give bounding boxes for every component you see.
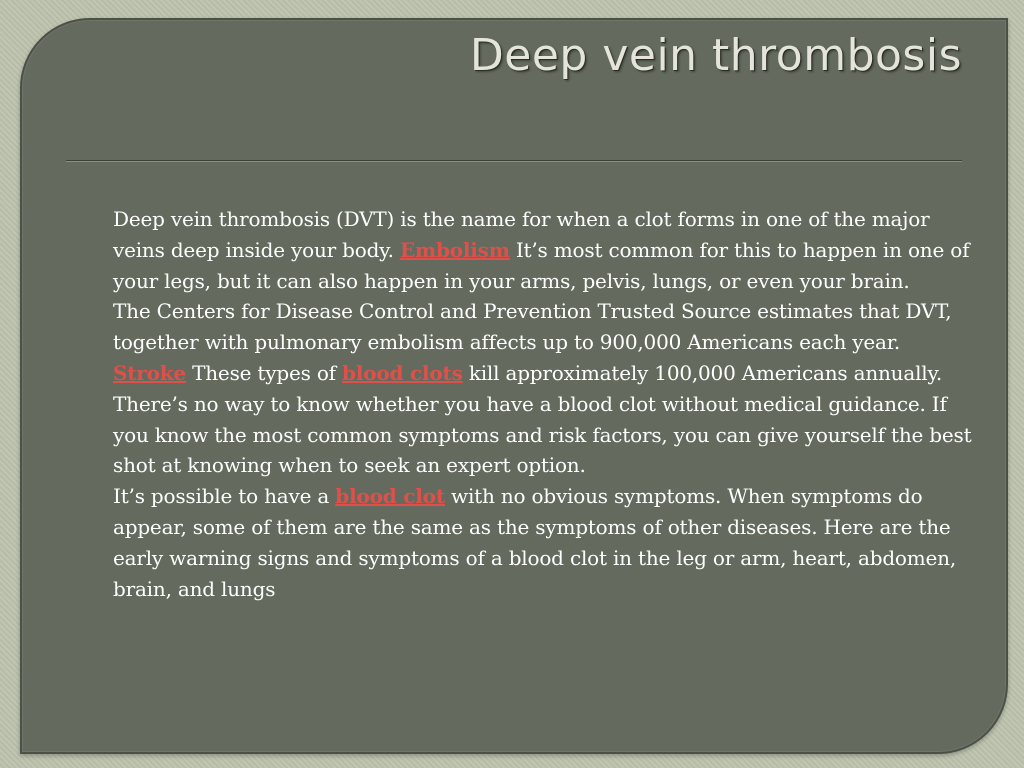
blood-clot-link[interactable]: blood clot [335, 484, 445, 509]
slide-title: Deep vein thrombosis [469, 30, 962, 81]
stroke-link[interactable]: Stroke [113, 360, 186, 385]
paragraph-text: There’s no way to know whether you have a blood clot without medical guidance. If you know the most common symptoms and risk factors, you can give yourself the best shot at knowing when to seek an expert option. [113, 391, 972, 478]
paragraph-text: It’s possible to have a [113, 484, 336, 509]
paragraph-symptoms [113, 481, 975, 604]
paragraph-text: The Centers for Disease Control and Prevention Trusted Source estimates that DVT, together with pulmonary embolism affects up to 900,000 Americans each year. [113, 299, 952, 355]
paragraph-text: These types of [185, 360, 343, 385]
blood-clots-link[interactable]: blood clots [342, 360, 463, 385]
slide-body [113, 204, 975, 604]
paragraph-dvt-definition [113, 204, 975, 296]
embolism-link[interactable]: Embolism [399, 237, 510, 262]
paragraph-text: Deep vein thrombosis (DVT) is the name for when a clot forms in one of the major veins deep inside your body. [113, 207, 930, 262]
paragraph-text: kill approximately 100,000 Americans annually. [462, 360, 943, 385]
title-divider [66, 160, 962, 162]
paragraph-medical-guidance [113, 389, 975, 481]
paragraph-text: It’s most common for this to happen in one of your legs, but it can also happen in your arms, pelvis, lungs, or even your brain. [113, 237, 970, 293]
paragraph-text: with no obvious symptoms. When symptoms do appear, some of them are the same as the symptoms of other diseases. Here are the early warning signs and symptoms of a blood clot in the leg or arm, heart, abdomen, brain, and lungs [113, 484, 956, 601]
paragraph-cdc-estimate [113, 296, 975, 388]
